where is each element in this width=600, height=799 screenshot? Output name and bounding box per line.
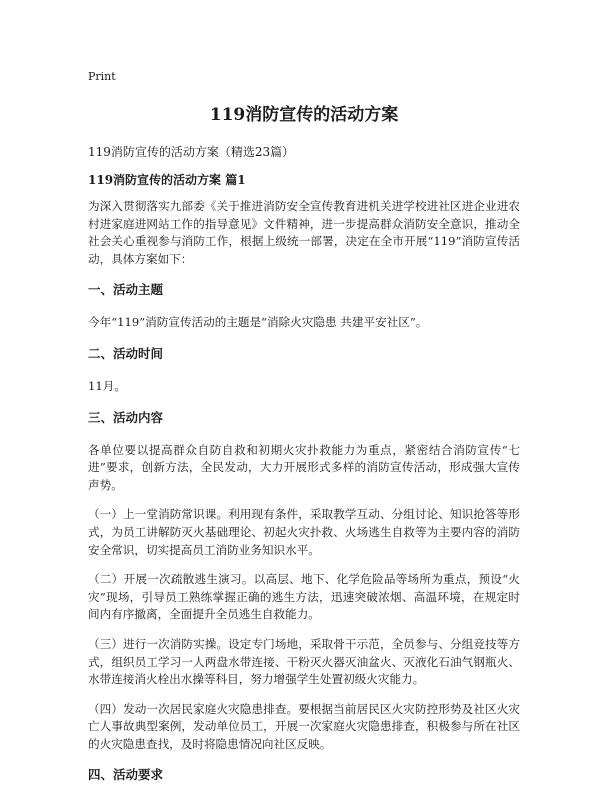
document-subtitle: 119消防宣传的活动方案（精选23篇） — [88, 145, 295, 159]
content-item-1: （一）上一堂消防常识课。利用现有条件，采取教学互动、分组讨论、知识抢答等形式，为员工讲解防灭火基础理论、初起火灾扑救、火场逃生自救等为主要内容的消防安全常识，切实提高员工消防业务知识水平。 — [88, 507, 520, 557]
section-heading-content: 三、活动内容 — [88, 409, 164, 425]
section-heading-theme: 一、活动主题 — [88, 282, 164, 298]
section-heading-requirements: 四、活动要求 — [88, 767, 164, 783]
theme-paragraph: 今年“119”消防宣传活动的主题是“消除火灾隐患 共建平安社区”。 — [88, 315, 428, 330]
section-heading-time: 二、活动时间 — [88, 345, 164, 361]
document-title: 119消防宣传的活动方案 — [209, 105, 399, 125]
content-item-2: （二）开展一次疏散逃生演习。以高层、地下、化学危险品等场所为重点，预设“火灾”现场，引导员工熟练掌握正确的逃生方法，迅速突破浓烟、高温环境，在规定时间内有序撤离，全面提升全员逃生自救能力。 — [88, 572, 520, 622]
print-label[interactable]: Print — [88, 70, 116, 83]
intro-paragraph: 为深入贯彻落实九部委《关于推进消防安全宣传教育进机关进学校进社区进企业进农村进家庭进网站工作的指导意见》文件精神，进一步提高群众消防安全意识，推动全社会关心重视参与消防工作，根据上级统一部署，决定在全市开展“119”消防宣传活动，具体方案如下： — [88, 199, 520, 266]
content-item-4: （四）发动一次居民家庭火灾隐患排查。要根据当前居民区火灾防控形势及社区火灾亡人事故典型案例，发动单位员工，开展一次家庭火灾隐患排查，积极参与所在社区的火灾隐患查找，及时将隐患情况向社区反映。 — [88, 701, 520, 751]
content-intro-paragraph: 各单位要以提高群众自防自救和初期火灾扑救能力为重点，紧密结合消防宣传“七进”要求，创新方法，全民发动，大力开展形式多样的消防宣传活动，形成强大宣传声势。 — [88, 442, 520, 492]
content-item-3: （三）进行一次消防实操。设定专门场地，采取骨干示范，全员参与、分组竞技等方式，组织员工学习一人两盘水带连接、干粉灭火器灭油盆火、灭液化石油气钢瓶火、水带连接消火栓出水操等科目，努力增强学生处置初级火灾能力。 — [88, 636, 520, 687]
time-paragraph: 11月。 — [88, 378, 126, 393]
article-heading: 119消防宣传的活动方案 篇1 — [88, 173, 246, 187]
document-page — [88, 70, 520, 799]
